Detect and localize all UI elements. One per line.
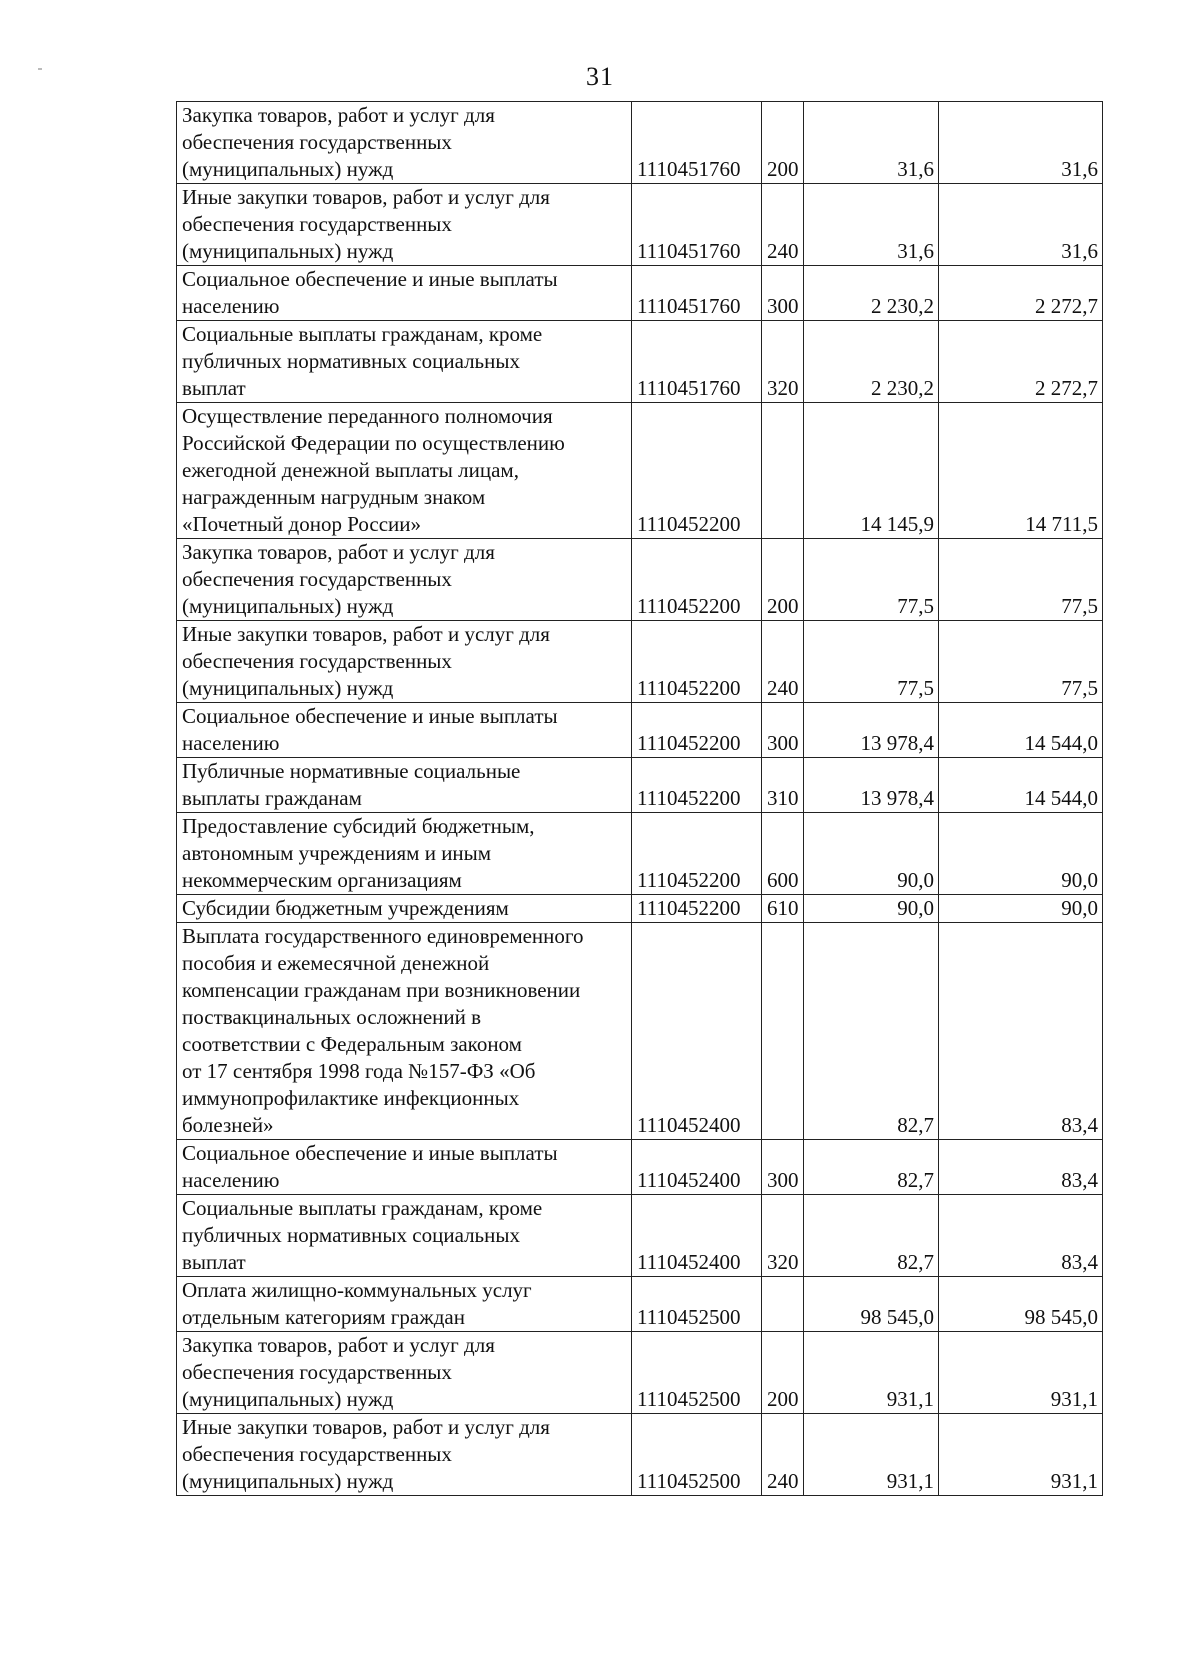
target-article-code-cell: 1110452500 — [632, 1414, 762, 1496]
amount-second-year-cell: 77,5 — [939, 539, 1103, 621]
table-row — [177, 539, 1103, 621]
table-row — [177, 1140, 1103, 1195]
table-row — [177, 102, 1103, 184]
target-article-code-cell: 1110452200 — [632, 895, 762, 923]
expense-type-code-cell — [762, 1277, 804, 1332]
amount-second-year-cell: 31,6 — [939, 102, 1103, 184]
target-article-code-cell: 1110452400 — [632, 923, 762, 1140]
expense-type-code-cell: 240 — [762, 1414, 804, 1496]
amount-second-year-cell: 2 272,7 — [939, 266, 1103, 321]
expense-type-code-cell: 600 — [762, 813, 804, 895]
amount-first-year-cell: 931,1 — [804, 1332, 939, 1414]
expense-name-cell: Иные закупки товаров, работ и услуг для обеспечения государственных (муниципальных) нужд — [177, 184, 632, 266]
amount-second-year-cell: 83,4 — [939, 1195, 1103, 1277]
amount-first-year-cell: 82,7 — [804, 923, 939, 1140]
amount-first-year-cell: 31,6 — [804, 102, 939, 184]
target-article-code-cell: 1110451760 — [632, 184, 762, 266]
expense-type-code-cell: 300 — [762, 266, 804, 321]
expense-name-cell: Иные закупки товаров, работ и услуг для обеспечения государственных (муниципальных) нужд — [177, 1414, 632, 1496]
expense-type-code-cell: 300 — [762, 703, 804, 758]
table-row — [177, 895, 1103, 923]
expense-type-code-cell — [762, 923, 804, 1140]
amount-first-year-cell: 2 230,2 — [804, 321, 939, 403]
expense-type-code-cell: 240 — [762, 184, 804, 266]
target-article-code-cell: 1110451760 — [632, 102, 762, 184]
table-row — [177, 1277, 1103, 1332]
expense-name-cell: Иные закупки товаров, работ и услуг для обеспечения государственных (муниципальных) нужд — [177, 621, 632, 703]
amount-first-year-cell: 90,0 — [804, 813, 939, 895]
target-article-code-cell: 1110452400 — [632, 1140, 762, 1195]
expense-name-cell: Закупка товаров, работ и услуг для обеспечения государственных (муниципальных) нужд — [177, 1332, 632, 1414]
expense-type-code-cell: 320 — [762, 321, 804, 403]
amount-second-year-cell: 90,0 — [939, 895, 1103, 923]
table-row — [177, 703, 1103, 758]
amount-second-year-cell: 90,0 — [939, 813, 1103, 895]
budget-table — [176, 101, 1103, 1496]
target-article-code-cell: 1110451760 — [632, 266, 762, 321]
expense-name-cell: Социальное обеспечение и иные выплаты населению — [177, 703, 632, 758]
table-row — [177, 1195, 1103, 1277]
amount-second-year-cell: 98 545,0 — [939, 1277, 1103, 1332]
amount-second-year-cell: 2 272,7 — [939, 321, 1103, 403]
expense-name-cell: Закупка товаров, работ и услуг для обеспечения государственных (муниципальных) нужд — [177, 102, 632, 184]
amount-second-year-cell: 83,4 — [939, 923, 1103, 1140]
expense-type-code-cell: 310 — [762, 758, 804, 813]
table-row — [177, 758, 1103, 813]
expense-type-code-cell: 200 — [762, 539, 804, 621]
table-row — [177, 1414, 1103, 1496]
amount-first-year-cell: 90,0 — [804, 895, 939, 923]
expense-type-code-cell — [762, 403, 804, 539]
target-article-code-cell: 1110452500 — [632, 1332, 762, 1414]
expense-type-code-cell: 240 — [762, 621, 804, 703]
amount-first-year-cell: 13 978,4 — [804, 703, 939, 758]
expense-type-code-cell: 200 — [762, 102, 804, 184]
table-row — [177, 621, 1103, 703]
amount-first-year-cell: 77,5 — [804, 621, 939, 703]
amount-first-year-cell: 82,7 — [804, 1195, 939, 1277]
target-article-code-cell: 1110452200 — [632, 539, 762, 621]
page-number: 31 — [586, 62, 614, 91]
target-article-code-cell: 1110452500 — [632, 1277, 762, 1332]
expense-name-cell: Закупка товаров, работ и услуг для обеспечения государственных (муниципальных) нужд — [177, 539, 632, 621]
expense-name-cell: Выплата государственного единовременного пособия и ежемесячной денежной компенсации гражданам при возникновении поствакцинальных осложнений в соответствии с Федеральным законом от 17 сентября 1998 года №157-ФЗ «Об иммунопрофилактике инфекционных болезней» — [177, 923, 632, 1140]
amount-second-year-cell: 931,1 — [939, 1414, 1103, 1496]
target-article-code-cell: 1110452200 — [632, 621, 762, 703]
amount-second-year-cell: 931,1 — [939, 1332, 1103, 1414]
expense-name-cell: Социальные выплаты гражданам, кроме публичных нормативных социальных выплат — [177, 321, 632, 403]
expense-name-cell: Публичные нормативные социальные выплаты гражданам — [177, 758, 632, 813]
target-article-code-cell: 1110452200 — [632, 813, 762, 895]
amount-second-year-cell: 77,5 — [939, 621, 1103, 703]
amount-first-year-cell: 82,7 — [804, 1140, 939, 1195]
amount-second-year-cell: 83,4 — [939, 1140, 1103, 1195]
target-article-code-cell: 1110452400 — [632, 1195, 762, 1277]
amount-first-year-cell: 98 545,0 — [804, 1277, 939, 1332]
amount-first-year-cell: 14 145,9 — [804, 403, 939, 539]
amount-second-year-cell: 14 544,0 — [939, 703, 1103, 758]
table-row — [177, 266, 1103, 321]
table-row — [177, 403, 1103, 539]
target-article-code-cell: 1110452200 — [632, 703, 762, 758]
amount-first-year-cell: 31,6 — [804, 184, 939, 266]
amount-second-year-cell: 31,6 — [939, 184, 1103, 266]
expense-type-code-cell: 320 — [762, 1195, 804, 1277]
amount-first-year-cell: 931,1 — [804, 1414, 939, 1496]
amount-second-year-cell: 14 544,0 — [939, 758, 1103, 813]
expense-name-cell: Социальные выплаты гражданам, кроме публичных нормативных социальных выплат — [177, 1195, 632, 1277]
table-row — [177, 813, 1103, 895]
expense-name-cell: Субсидии бюджетным учреждениям — [177, 895, 632, 923]
target-article-code-cell: 1110452200 — [632, 758, 762, 813]
table-row — [177, 321, 1103, 403]
table-row — [177, 184, 1103, 266]
amount-first-year-cell: 77,5 — [804, 539, 939, 621]
expense-name-cell: Оплата жилищно-коммунальных услуг отдельным категориям граждан — [177, 1277, 632, 1332]
expense-name-cell: Осуществление переданного полномочия Российской Федерации по осуществлению ежегодной денежной выплаты лицам, награжденным нагрудным знаком «Почетный донор России» — [177, 403, 632, 539]
table-row — [177, 923, 1103, 1140]
expense-type-code-cell: 610 — [762, 895, 804, 923]
expense-type-code-cell: 200 — [762, 1332, 804, 1414]
expense-name-cell: Социальное обеспечение и иные выплаты населению — [177, 266, 632, 321]
budget-table-body — [177, 102, 1103, 1496]
expense-name-cell: Предоставление субсидий бюджетным, автономным учреждениям и иным некоммерческим организациям — [177, 813, 632, 895]
target-article-code-cell: 1110452200 — [632, 403, 762, 539]
amount-second-year-cell: 14 711,5 — [939, 403, 1103, 539]
expense-name-cell: Социальное обеспечение и иные выплаты населению — [177, 1140, 632, 1195]
table-row — [177, 1332, 1103, 1414]
target-article-code-cell: 1110451760 — [632, 321, 762, 403]
amount-first-year-cell: 13 978,4 — [804, 758, 939, 813]
expense-type-code-cell: 300 — [762, 1140, 804, 1195]
amount-first-year-cell: 2 230,2 — [804, 266, 939, 321]
